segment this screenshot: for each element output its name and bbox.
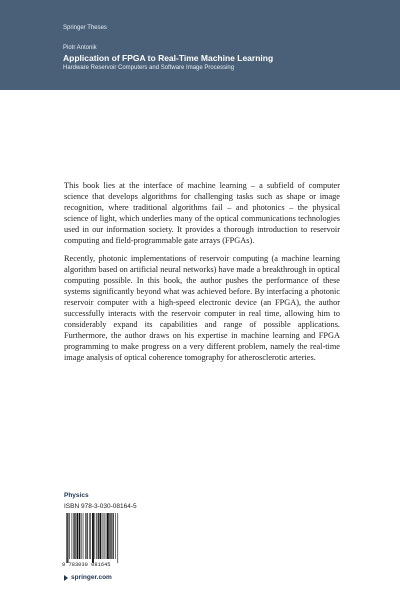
barcode-bar — [98, 513, 99, 559]
barcode-bar — [81, 513, 82, 559]
publisher-link[interactable] — [64, 574, 112, 581]
barcode-bar — [79, 513, 80, 559]
publisher-url: springer.com — [71, 574, 112, 581]
book-subtitle: Hardware Reservoir Computers and Software Image Processing — [63, 65, 235, 71]
author-name: Piotr Antonik — [63, 45, 97, 51]
header-band — [0, 0, 400, 90]
arrow-right-icon — [64, 575, 68, 581]
barcode-bar — [96, 513, 97, 559]
barcode-bar — [115, 513, 116, 559]
barcode-bar — [73, 513, 74, 559]
barcode-bar — [113, 513, 114, 559]
barcode-bar — [111, 513, 112, 559]
barcode-bar — [69, 513, 70, 559]
barcode-bar — [75, 513, 76, 559]
barcode-bar — [99, 513, 101, 559]
barcode-bar — [92, 513, 94, 563]
barcode-digits: 9 783030 081645 — [62, 562, 111, 568]
barcode-bar — [67, 513, 68, 563]
barcode-bar — [85, 513, 86, 559]
barcode-bar — [103, 513, 104, 559]
barcode-bar — [107, 513, 109, 559]
barcode-bar — [95, 513, 96, 559]
book-title: Application of FPGA to Real-Time Machine Learning — [63, 53, 274, 63]
barcode-bar — [77, 513, 79, 559]
barcode-bar — [83, 513, 84, 559]
barcode-bar — [89, 513, 90, 559]
barcode-bar — [66, 513, 67, 563]
blurb — [64, 180, 340, 370]
barcode-bar — [109, 513, 110, 559]
barcode-bar — [90, 513, 91, 559]
barcode-bar — [117, 513, 118, 563]
blurb-paragraph-1: This book lies at the interface of machine learning – a subfield of computer science that develops algorithms for challenging tasks such as shape or image recognition, where traditional algorithms fail – and photonics – the physical science of light, which underlies many of the optical communications technologies used in our information society. It provides a thorough introduction to reservoir computing and field-programmable gate arrays (FPGAs). — [64, 181, 340, 245]
blurb-paragraph-2: Recently, photonic implementations of reservoir computing (a machine learning algorithm based on artificial neural networks) have made a breakthrough in optical computing possible. In this book, the author pushes the performance of these systems significantly beyond what was achieved before. By interfacing a photonic reservoir computer with a high-speed electronic device (an FPGA), the author successfully interacts with the reservoir computer in real time, allowing him to considerably expand its capabilities and range of possible applications. Furthermore, the author draws on his expertise in machine learning and FPGA programming to make progress on a very different problem, namely the real-time image analysis of optical coherence tomography for atherosclerotic arteries. — [64, 254, 340, 362]
series-name: Springer Theses — [63, 25, 107, 31]
isbn-label: ISBN 978-3-030-08164-5 — [64, 503, 137, 510]
barcode-bar — [86, 513, 87, 559]
barcode-bar — [106, 513, 107, 559]
subject-label: Physics — [64, 492, 89, 499]
barcode-bar — [72, 513, 73, 559]
barcode-bar — [104, 513, 105, 559]
